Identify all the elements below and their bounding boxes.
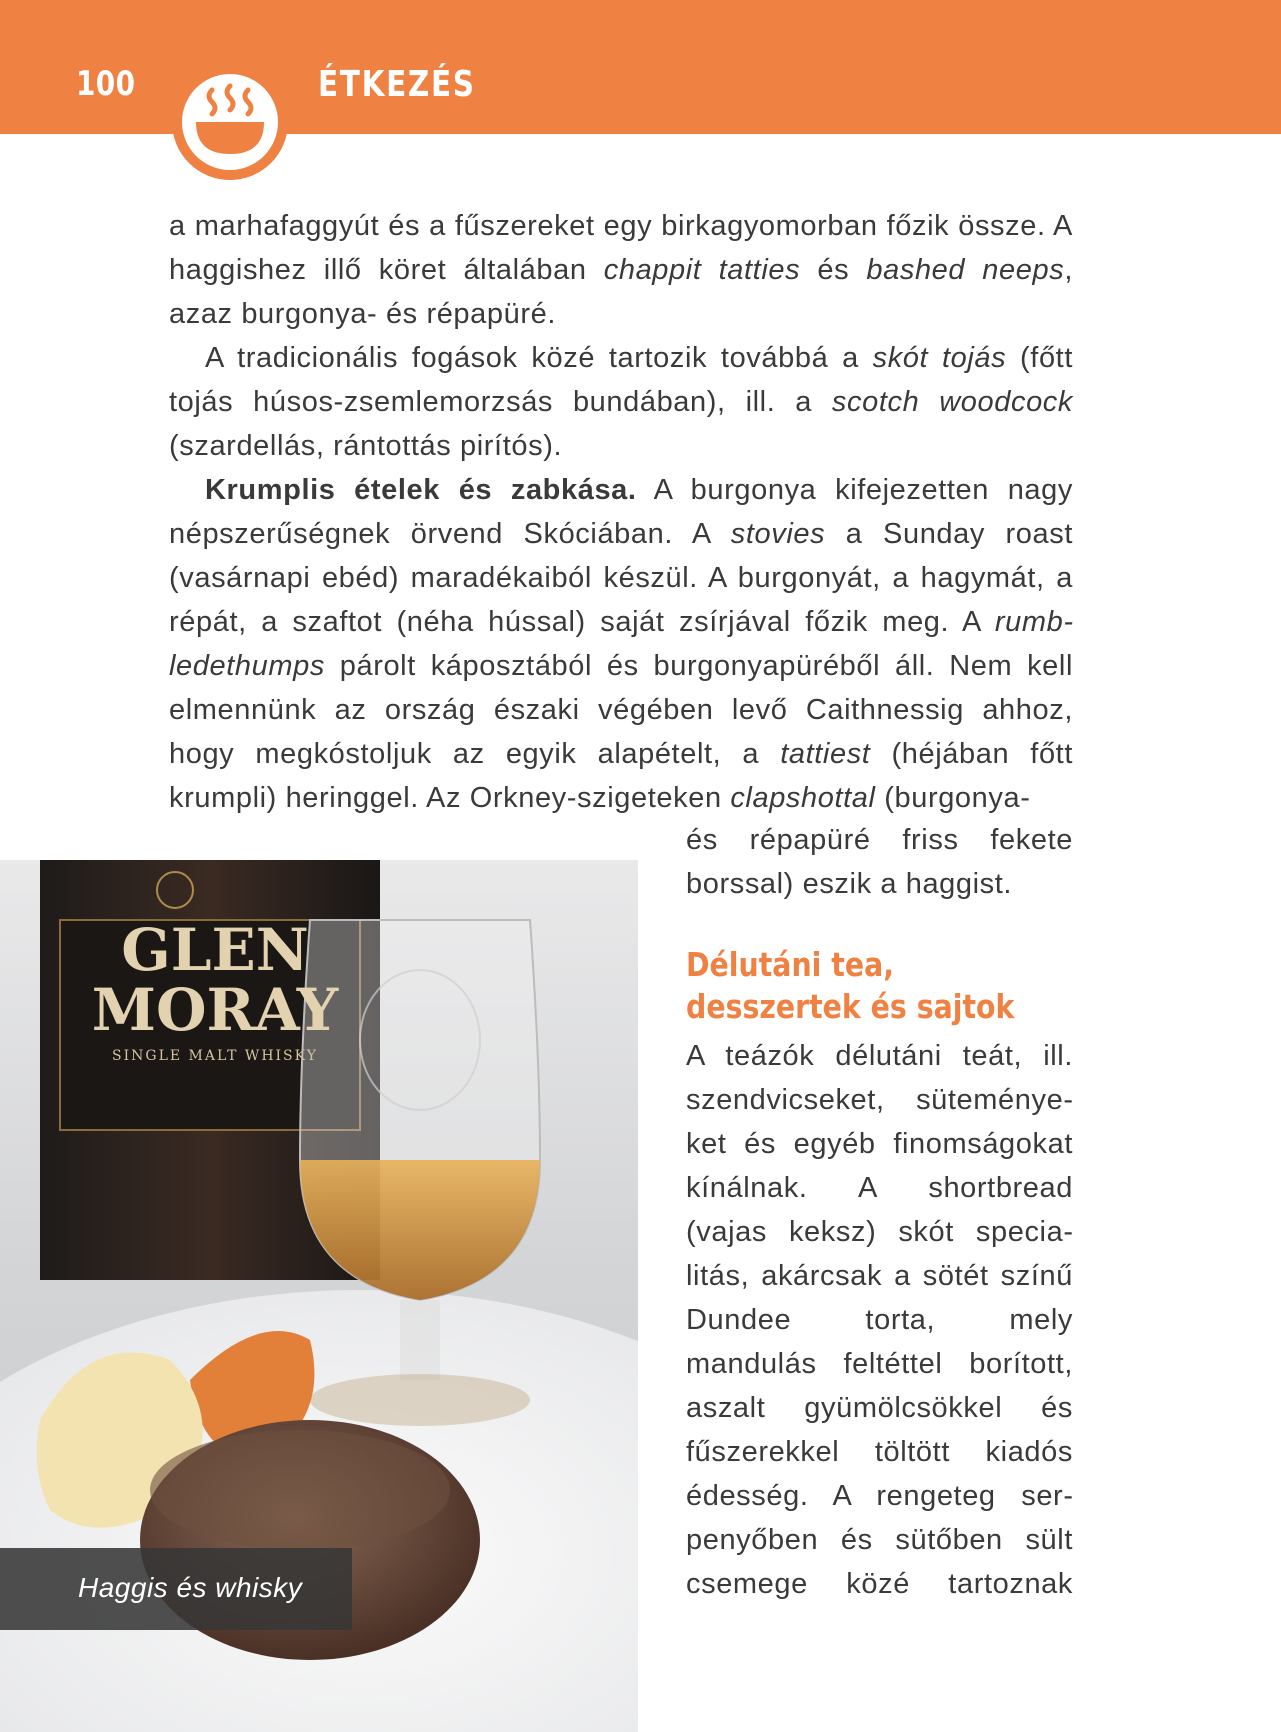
page-number: 100	[76, 64, 136, 104]
italic-term: clapshottal	[730, 782, 876, 814]
text-run: és	[800, 254, 867, 286]
text-run: a marhafaggyút és a fűszereket egy birkagyomorban főzik össze. A haggishez illő köret általában	[169, 210, 1073, 286]
italic-term: scotch woodcock	[831, 386, 1073, 418]
steaming-bowl-icon	[170, 62, 290, 182]
paragraph-traditional-dishes	[169, 336, 1073, 468]
italic-term: chappit tatties	[603, 254, 801, 286]
italic-term: stovies	[730, 518, 826, 550]
italic-term: rumbledethumps	[169, 606, 1073, 682]
paragraph-potato-dishes-continued: és répapüré friss fekete borssal) eszik a haggist.	[686, 824, 1073, 900]
text-run: párolt káposztából és burgonyapüréből áll. Nem kell elmennünk az ország északi végében levő Caithnessig ahhoz, hogy megkóstoljuk az egyik alapételt, a	[169, 650, 1073, 770]
text-run: (főtt tojás húsos-zsemlemorzsás bundában), ill. a	[169, 342, 1073, 418]
paragraph-afternoon-tea: A teázók délutáni teát, ill. szendvicseket, süteményeket és egyéb finomságokat kínálnak. A shortbread (vajas keksz) skót specialitás, akárcsak a sötét színű Dundee torta, mely mandulás feltéttel borított, aszalt gyümölcsökkel és fűszerekkel töltött kiadós édesség. A rengeteg serpenyőben és sütőben sült csemege közé tartoznak	[686, 1040, 1073, 1600]
bottle-label-line1: GLEN	[121, 916, 309, 984]
paragraph-haggis-sides	[169, 204, 1073, 336]
bottle-label-line2: MORAY	[91, 976, 339, 1044]
italic-term: tattiest	[780, 738, 871, 770]
photo-caption: Haggis és whisky	[78, 1572, 303, 1603]
text-run: A tradicionális fogások közé tartozik továbbá a	[205, 342, 873, 374]
text-run: (burgonya-	[875, 782, 1031, 814]
bottle-label-line3: SINGLE MALT WHISKY	[112, 1048, 318, 1064]
text-run: a Sunday roast (vasárnapi ebéd) maradékaiból készül. A burgonyát, a hagymát, a répát, a szaftot (néha hússal) saját zsírjával főzik meg. A	[169, 518, 1073, 638]
section-title: ÉTKEZÉS	[318, 64, 476, 105]
text-run: (szardellás, rántottás pirítós).	[169, 430, 563, 462]
text-run: , azaz burgonya- és répapüré.	[169, 254, 1073, 330]
run-in-heading: Krumplis ételek és zabkása.	[205, 474, 637, 506]
italic-term: skót tojás	[872, 342, 1007, 374]
bottle-label	[70, 916, 360, 1064]
subheading-afternoon-tea: Délutáni tea, desszertek és sajtok	[686, 945, 1015, 1026]
text-run: A burgonya kifejezetten nagy népszerűségnek örvend Skóciában. A	[169, 474, 1073, 550]
italic-term: bashed neeps	[866, 254, 1065, 286]
paragraph-potato-dishes	[169, 468, 1073, 820]
text-run: (héjában főtt krumpli) heringgel. Az Orkney-szigeteken	[169, 738, 1073, 814]
